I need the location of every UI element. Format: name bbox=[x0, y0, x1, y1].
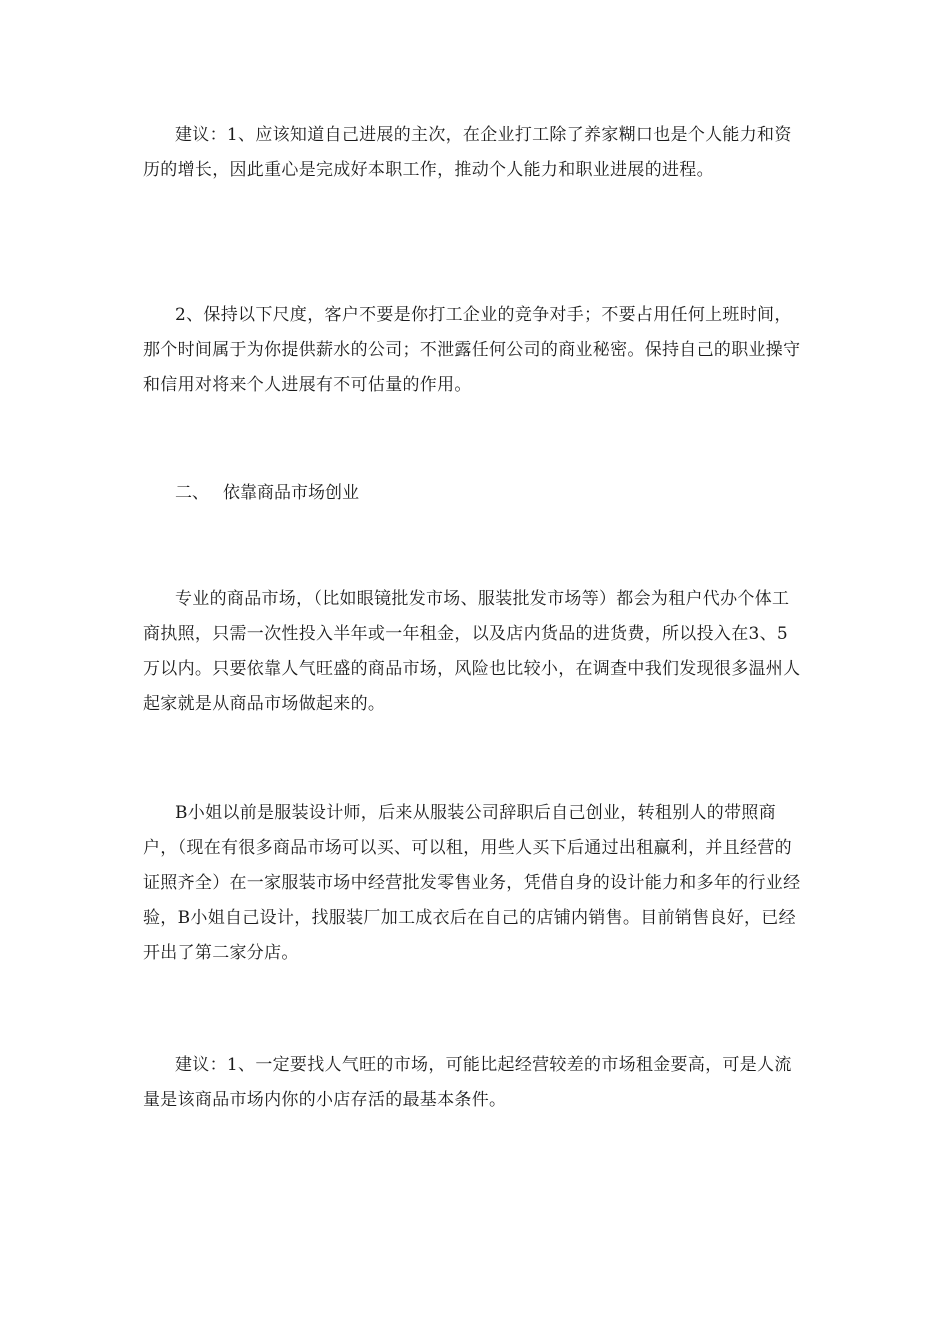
section-title: 依靠商品市场创业 bbox=[223, 483, 359, 503]
section-number: 二、 bbox=[175, 483, 209, 503]
paragraph-suggestion-market: 建议：1、一定要找人气旺的市场，可能比起经营较差的市场租金要高，可是人流量是该商品市场内你的小店存活的最基本条件。 bbox=[143, 1055, 792, 1110]
paragraph-suggestion-2: 2、保持以下尺度，客户不要是你打工企业的竞争对手；不要占用任何上班时间，那个时间属于为你提供薪水的公司；不泄露任何公司的商业秘密。保持自己的职业操守和信用对将来个人进展有不可估量的作用。 bbox=[143, 305, 801, 395]
paragraph-case-b: B小姐以前是服装设计师，后来从服装公司辞职后自己创业，转租别人的带照商户，（现在有很多商品市场可以买、可以租，用些人买下后通过出租赢利，并且经营的证照齐全）在一家服装市场中经营批发零售业务，凭借自身的设计能力和多年的行业经验，B小姐自己设计，找服装厂加工成衣后在自己的店铺内销售。目前销售良好，已经开出了第二家分店。 bbox=[143, 803, 801, 963]
section-heading bbox=[175, 476, 359, 511]
paragraph-suggestion-1: 建议：1、应该知道自己进展的主次，在企业打工除了养家糊口也是个人能力和资历的增长，因此重心是完成好本职工作，推动个人能力和职业进展的进程。 bbox=[143, 125, 792, 180]
paragraph-market-intro: 专业的商品市场，（比如眼镜批发市场、服装批发市场等）都会为租户代办个体工商执照，只需一次性投入半年或一年租金，以及店内货品的进货费，所以投入在3、5万以内。只要依靠人气旺盛的商品市场，风险也比较小，在调查中我们发现很多温州人起家就是从商品市场做起来的。 bbox=[143, 589, 801, 714]
